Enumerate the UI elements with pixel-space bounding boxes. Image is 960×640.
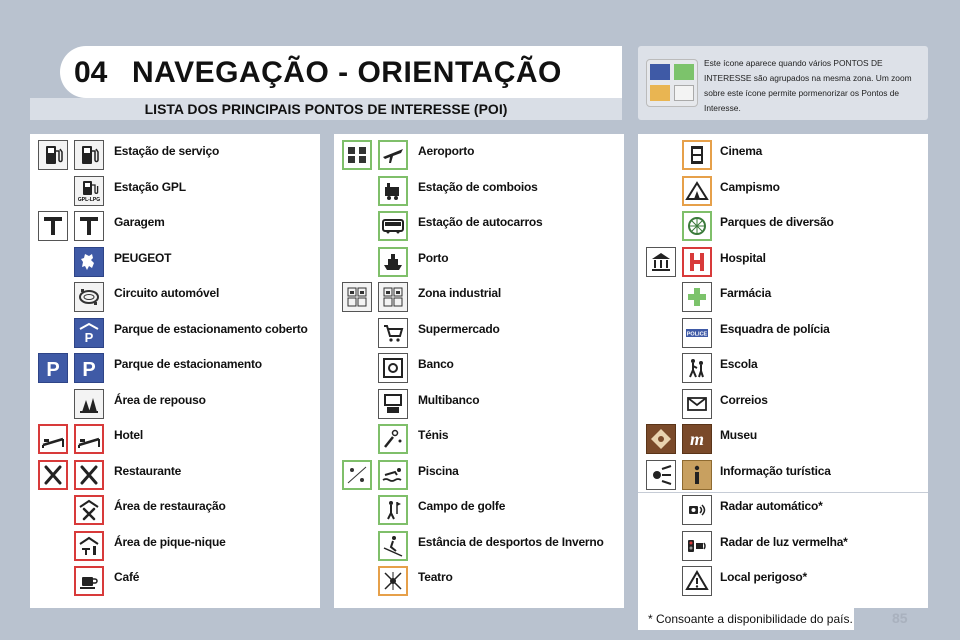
poi-label: Museu xyxy=(720,428,758,442)
sports-group-icon xyxy=(342,460,372,490)
ship-icon xyxy=(378,247,408,277)
poi-label: Café xyxy=(114,570,140,584)
airport-group-icon xyxy=(342,140,372,170)
poi-label: Estação de serviço xyxy=(114,144,220,158)
bed-icon xyxy=(74,424,104,454)
poi-item xyxy=(30,493,320,528)
poi-label: Teatro xyxy=(418,570,453,584)
poi-label: Correios xyxy=(720,392,768,407)
police-icon xyxy=(682,318,712,348)
poi-label: Estação de comboios xyxy=(418,179,538,194)
note-text: Este ícone aparece quando vários PONTOS DE INTERESSE são agrupados na mesma zona. Um zoom sobre este ícone permite pormenorizar os Pontos de Interesse. xyxy=(704,58,912,113)
factory-icon xyxy=(342,282,372,312)
chapter-number: 04 xyxy=(74,56,108,89)
poi-label: Área de repouso xyxy=(114,392,206,407)
poi-label: Zona industrial xyxy=(418,286,502,300)
covered-parking-icon xyxy=(74,318,104,348)
train-icon xyxy=(378,176,408,206)
poi-item xyxy=(638,280,928,315)
museum-icon xyxy=(682,424,712,454)
poi-item xyxy=(334,245,624,280)
wrench-icon xyxy=(38,211,68,241)
poi-item xyxy=(638,351,928,386)
poi-item xyxy=(638,138,928,173)
svg-text:P: P xyxy=(82,359,96,380)
poi-item xyxy=(30,245,320,280)
poi-item xyxy=(334,351,624,386)
poi-label: PEUGEOT xyxy=(114,250,172,265)
poi-item xyxy=(30,564,320,599)
poi-label: Parque de estacionamento xyxy=(114,357,262,371)
poi-item xyxy=(30,422,320,457)
tennis-icon xyxy=(378,424,408,454)
skier-icon xyxy=(378,531,408,561)
hospital-icon xyxy=(682,247,712,277)
poi-item xyxy=(638,493,928,528)
poi-item xyxy=(30,138,320,173)
poi-label: Estância de desportos de Inverno xyxy=(418,534,604,549)
poi-label: Escola xyxy=(720,357,758,371)
poi-item xyxy=(638,564,928,599)
poi-label: Hotel xyxy=(114,428,144,442)
poi-item xyxy=(334,138,624,173)
poi-label: Parques de diversão xyxy=(720,215,834,229)
poi-item xyxy=(30,280,320,315)
danger-zone-icon xyxy=(682,566,712,596)
poi-label: Ténis xyxy=(418,428,449,442)
amusement-park-icon xyxy=(682,211,712,241)
poi-label: Área de restauração xyxy=(114,499,226,513)
cutlery-icon xyxy=(74,460,104,490)
poi-label: Campo de golfe xyxy=(418,499,506,513)
wrench-icon xyxy=(74,211,104,241)
atm-icon xyxy=(378,389,408,419)
coffee-cup-icon xyxy=(74,566,104,596)
poi-item xyxy=(334,458,624,493)
factory-icon xyxy=(378,282,408,312)
swimmer-icon xyxy=(378,460,408,490)
poi-label: Local perigoso* xyxy=(720,570,808,584)
bed-icon xyxy=(38,424,68,454)
section-subtitle: LISTA DOS PRINCIPAIS PONTOS DE INTERESSE (POI) xyxy=(30,98,622,120)
fuel-pump-icon xyxy=(38,140,68,170)
poi-item xyxy=(334,529,624,564)
envelope-icon xyxy=(682,389,712,419)
pharmacy-cross-icon xyxy=(682,282,712,312)
poi-item xyxy=(30,387,320,422)
poi-item xyxy=(638,245,928,280)
svg-text:GPL-LPG: GPL-LPG xyxy=(77,196,101,203)
svg-text:POLICE: POLICE xyxy=(686,331,708,337)
poi-item xyxy=(30,351,320,386)
poi-label: Circuito automóvel xyxy=(114,286,220,300)
poi-item xyxy=(638,174,928,209)
poi-label: Radar de luz vermelha* xyxy=(720,534,848,549)
speed-camera-icon xyxy=(682,495,712,525)
info-icon xyxy=(682,460,712,490)
poi-label: Farmácia xyxy=(720,286,772,300)
gpl-pump-icon xyxy=(74,176,104,206)
public-building-icon xyxy=(646,247,676,277)
parking-icon xyxy=(38,353,68,383)
golf-icon xyxy=(378,495,408,525)
tourism-group-icon xyxy=(646,424,676,454)
poi-item xyxy=(334,280,624,315)
airplane-icon xyxy=(378,140,408,170)
bank-icon xyxy=(378,353,408,383)
bus-icon xyxy=(378,211,408,241)
poi-item xyxy=(334,174,624,209)
poi-label: Campismo xyxy=(720,179,780,194)
roadside-restaurant-icon xyxy=(74,495,104,525)
page-number: 85 xyxy=(892,610,908,626)
camping-icon xyxy=(682,176,712,206)
poi-label: Esquadra de polícia xyxy=(720,321,830,336)
race-circuit-icon xyxy=(74,282,104,312)
poi-label: Banco xyxy=(418,357,454,371)
poi-label: Estação de autocarros xyxy=(418,215,543,229)
shopping-cart-icon xyxy=(378,318,408,348)
poi-item xyxy=(638,422,928,457)
poi-item xyxy=(334,209,624,244)
poi-item xyxy=(638,316,928,351)
poi-label: Garagem xyxy=(114,215,165,229)
poi-group-icon xyxy=(646,59,698,107)
poi-label: Cinema xyxy=(720,144,763,158)
theatre-icon xyxy=(378,566,408,596)
poi-item xyxy=(638,458,928,493)
poi-label: Área de pique-nique xyxy=(114,534,226,549)
poi-column-2 xyxy=(334,134,624,608)
poi-item xyxy=(334,564,624,599)
peugeot-lion-icon xyxy=(74,247,104,277)
viewpoint-icon xyxy=(646,460,676,490)
poi-item xyxy=(30,209,320,244)
poi-label: Parque de estacionamento coberto xyxy=(114,321,308,336)
poi-label: Estação GPL xyxy=(114,179,186,194)
poi-item xyxy=(334,493,624,528)
poi-label: Aeroporto xyxy=(418,144,475,158)
poi-item xyxy=(30,458,320,493)
picnic-icon xyxy=(74,531,104,561)
poi-item xyxy=(334,316,624,351)
poi-label: Informação turística xyxy=(720,463,831,478)
svg-text:P: P xyxy=(46,359,60,380)
poi-item xyxy=(30,316,320,351)
cutlery-icon xyxy=(38,460,68,490)
poi-label: Porto xyxy=(418,250,449,265)
footnote: * Consoante a disponibilidade do país. xyxy=(648,612,853,626)
divider xyxy=(638,492,928,493)
parking-icon xyxy=(74,353,104,383)
film-icon xyxy=(682,140,712,170)
poi-item xyxy=(638,387,928,422)
svg-text:P: P xyxy=(84,329,94,345)
poi-item xyxy=(334,387,624,422)
poi-label: Multibanco xyxy=(418,392,480,407)
fuel-pump-icon xyxy=(74,140,104,170)
rest-area-icon xyxy=(74,389,104,419)
poi-label: Supermercado xyxy=(418,321,500,336)
poi-item xyxy=(334,422,624,457)
poi-column-3 xyxy=(638,134,928,608)
school-icon xyxy=(682,353,712,383)
poi-item xyxy=(638,209,928,244)
poi-item xyxy=(30,174,320,209)
poi-item xyxy=(30,529,320,564)
red-light-camera-icon xyxy=(682,531,712,561)
svg-text:m: m xyxy=(689,429,705,449)
poi-label: Piscina xyxy=(418,463,459,478)
poi-label: Radar automático* xyxy=(720,499,823,513)
poi-label: Restaurante xyxy=(114,463,182,478)
poi-item xyxy=(638,529,928,564)
poi-label: Hospital xyxy=(720,250,766,265)
poi-column-1 xyxy=(30,134,320,608)
page-title: NAVEGAÇÃO - ORIENTAÇÃO xyxy=(132,56,562,89)
